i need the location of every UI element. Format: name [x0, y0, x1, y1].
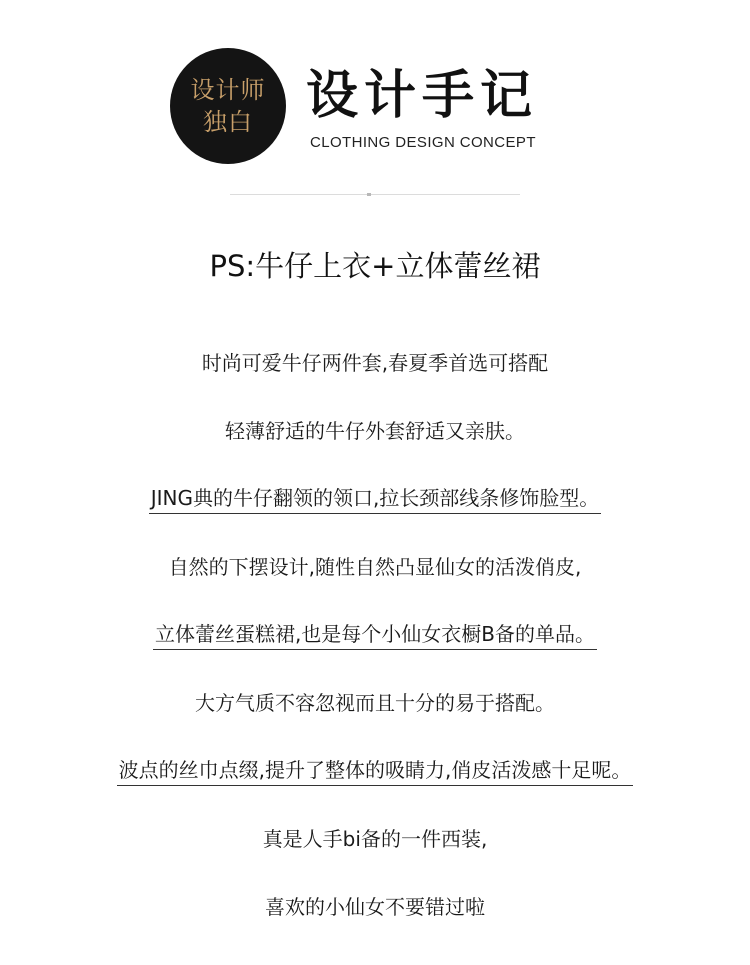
description-text: JING典的牛仔翻领的领口,拉长颈部线条修饰脸型。 [149, 483, 602, 514]
brand-subtitle: CLOTHING DESIGN CONCEPT [310, 134, 536, 151]
description-line [0, 755, 750, 823]
description-text: 喜欢的小仙女不要错过啦 [265, 895, 485, 919]
header [0, 0, 750, 200]
divider-dot [367, 193, 371, 196]
description-line [0, 891, 750, 959]
header-divider [230, 194, 520, 195]
description-text: 轻薄舒适的牛仔外套舒适又亲肤。 [225, 419, 525, 443]
description-line [0, 551, 750, 619]
description-text: 立体蕾丝蛋糕裙,也是每个小仙女衣橱B备的单品。 [153, 619, 597, 650]
description-text: 大方气质不容忽视而且十分的易于搭配。 [195, 691, 555, 715]
description-lines [0, 347, 750, 959]
description-line [0, 483, 750, 551]
description-line [0, 619, 750, 687]
badge-line-2: 独白 [203, 108, 253, 136]
description-text: 时尚可爱牛仔两件套,春夏季首选可搭配 [201, 351, 549, 375]
description-line [0, 687, 750, 755]
description-line [0, 415, 750, 483]
section-heading: PS:牛仔上衣+立体蕾丝裙 [209, 249, 541, 283]
brand-title: 设计手记 [306, 66, 539, 126]
description-text: 真是人手bi备的一件西装, [262, 827, 488, 851]
description-text: 自然的下摆设计,随性自然凸显仙女的活泼俏皮, [168, 555, 582, 579]
designer-badge [170, 48, 286, 164]
description-text: 波点的丝巾点缀,提升了整体的吸睛力,俏皮活泼感十足呢。 [117, 755, 634, 786]
badge-line-1: 设计师 [190, 76, 266, 104]
description-line [0, 347, 750, 415]
description-line [0, 823, 750, 891]
